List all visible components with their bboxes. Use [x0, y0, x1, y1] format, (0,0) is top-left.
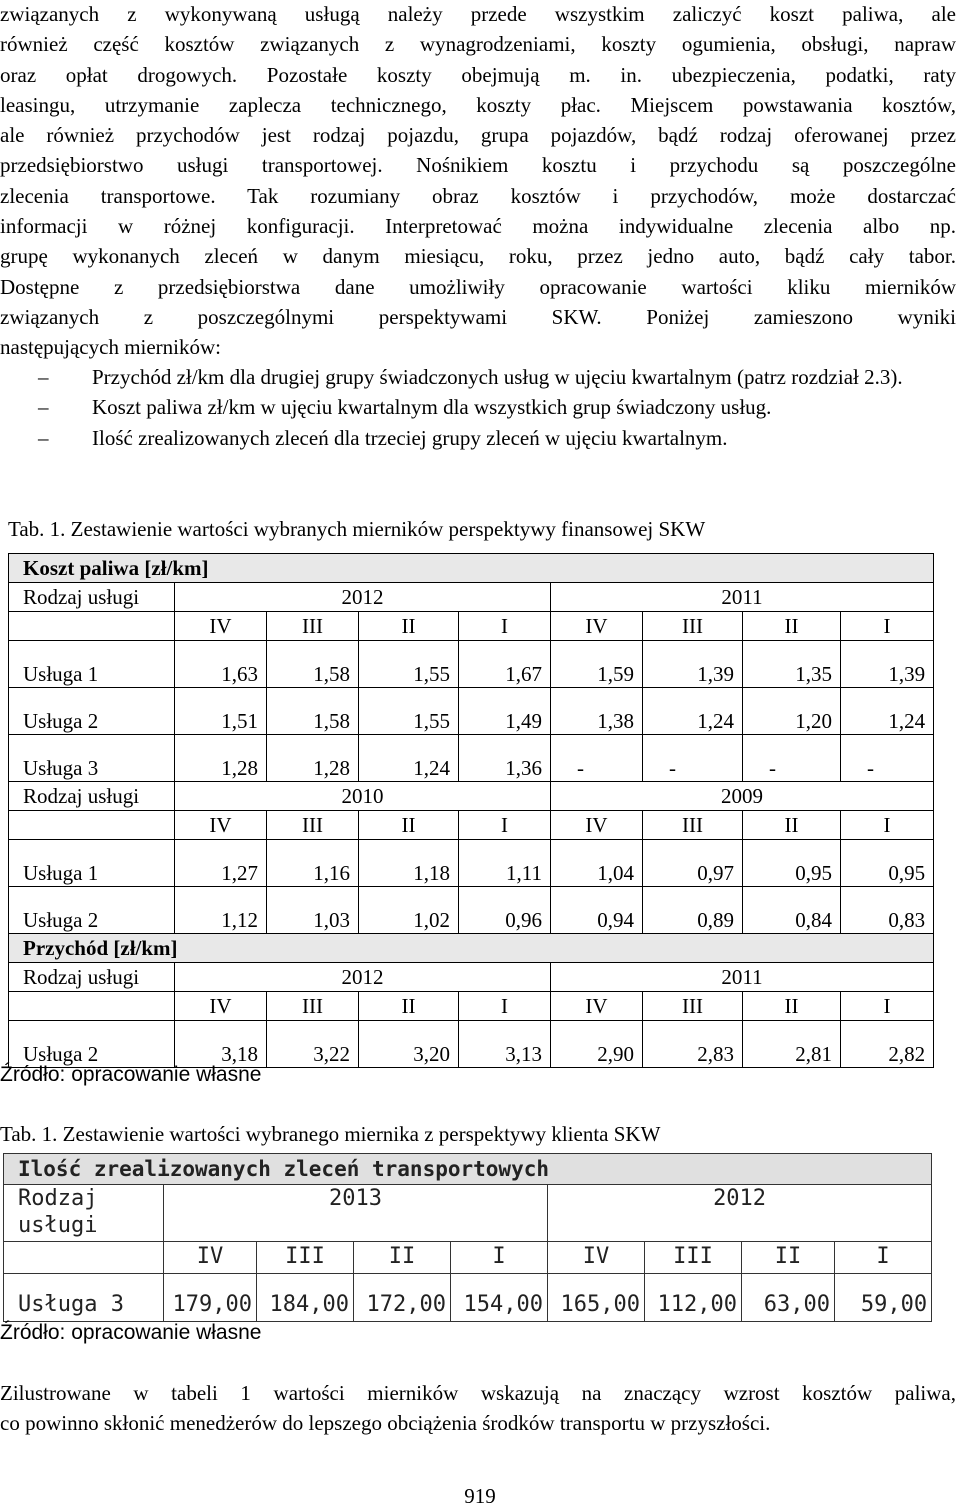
- table2-year-2012: 2012: [548, 1185, 932, 1242]
- table-cell-value: 1,28: [175, 735, 267, 782]
- service-name: Usługa 1: [9, 641, 175, 688]
- table-cell-value: 0,95: [841, 840, 934, 887]
- table-cell-value: 3,13: [459, 1021, 551, 1068]
- empty-cell: [4, 1242, 164, 1273]
- table-cell-value: 165,00: [548, 1273, 645, 1321]
- table-cell-value: 0,89: [643, 887, 743, 934]
- quarter-header: I: [835, 1242, 932, 1273]
- quarter-header: III: [257, 1242, 354, 1273]
- table-cell-value: -: [551, 735, 643, 782]
- closing-paragraph: [0, 1378, 958, 1439]
- table-cell-value: 2,82: [841, 1021, 934, 1068]
- table-cell-value: 1,03: [267, 887, 359, 934]
- quarter-header: III: [267, 811, 359, 840]
- table-cell-value: 0,97: [643, 840, 743, 887]
- intro-paragraph: [0, 0, 958, 363]
- dash-bullet: –: [38, 425, 49, 450]
- table-cell-value: 3,18: [175, 1021, 267, 1068]
- table-cell-value: 0,94: [551, 887, 643, 934]
- table-cell-value: 63,00: [742, 1273, 835, 1321]
- quarter-header: IV: [551, 612, 643, 641]
- table-cell-value: 0,83: [841, 887, 934, 934]
- table-cell-value: 1,38: [551, 688, 643, 735]
- table-cell-value: 0,96: [459, 887, 551, 934]
- intro-line: leasingu, utrzymanie zaplecza technicznego, koszty płac. Miejscem powstawania kosztów,: [0, 92, 956, 117]
- intro-line: następujących mierników:: [0, 335, 222, 360]
- table-cell-value: 1,58: [267, 641, 359, 688]
- table-cell-value: 1,11: [459, 840, 551, 887]
- list-item: [0, 392, 958, 422]
- quarter-header: IV: [164, 1242, 257, 1273]
- table-cell-value: 1,59: [551, 641, 643, 688]
- intro-line: grupę wykonanych zleceń w danym miesiącu, roku, przez jedno auto, bądź cały tabor.: [0, 244, 956, 269]
- dash-bullet: –: [38, 395, 49, 420]
- table-cell-value: 179,00: [164, 1273, 257, 1321]
- quarter-header: I: [841, 992, 934, 1021]
- quarter-header: II: [742, 1242, 835, 1273]
- table-cell-value: 1,67: [459, 641, 551, 688]
- quarter-header: II: [743, 992, 841, 1021]
- closing-line: Zilustrowane w tabeli 1 wartości mierników wskazują na znaczący wzrost kosztów paliwa,: [0, 1381, 956, 1405]
- table-cell-value: 1,55: [359, 688, 459, 735]
- table-cell-value: -: [743, 735, 841, 782]
- table-cell-value: 172,00: [354, 1273, 451, 1321]
- quarter-header: IV: [175, 992, 267, 1021]
- table-cell-value: 59,00: [835, 1273, 932, 1321]
- list-item: [0, 423, 958, 453]
- intro-line: Dostępne z przedsiębiorstwa dane umożliwiły opracowanie wartości kliku mierników: [0, 274, 956, 299]
- quarter-header: II: [359, 612, 459, 641]
- col-label-service-type: Rodzaj usługi: [9, 583, 175, 612]
- page-number: 919: [464, 1484, 496, 1508]
- quarter-header: I: [459, 811, 551, 840]
- empty-cell: [9, 992, 175, 1021]
- table1-source: Źródło: opracowanie własne: [0, 1063, 262, 1086]
- quarter-header: II: [359, 992, 459, 1021]
- intro-line: oraz opłat drogowych. Pozostałe koszty obejmują m. in. ubezpieczenia, podatki, raty: [0, 62, 956, 87]
- table-cell-value: 1,49: [459, 688, 551, 735]
- quarter-header: II: [743, 811, 841, 840]
- table-cell-value: 1,02: [359, 887, 459, 934]
- year-header: 2012: [175, 963, 551, 992]
- table-cell-value: 1,39: [841, 641, 934, 688]
- table-cell-value: 1,28: [267, 735, 359, 782]
- col-label-service-type: Rodzaj usługi: [9, 782, 175, 811]
- year-header: 2011: [551, 963, 934, 992]
- intro-line: zlecenia transportowe. Tak rozumiany obraz kosztów i przychodów, może dostarczać: [0, 183, 956, 208]
- quarter-header: I: [841, 811, 934, 840]
- table2-col-label: [4, 1185, 164, 1242]
- table-cell-value: 1,20: [743, 688, 841, 735]
- table-cell-value: 1,36: [459, 735, 551, 782]
- service-name: Usługa 1: [9, 840, 175, 887]
- table-section-header: Koszt paliwa [zł/km]: [9, 554, 934, 583]
- table-cell-value: 1,16: [267, 840, 359, 887]
- col-label-line: Rodzaj: [18, 1186, 98, 1212]
- intro-line: przedsiębiorstwo usługi transportowej. Nośnikiem kosztu i przychodu są poszczególne: [0, 153, 956, 178]
- quarter-header: I: [459, 612, 551, 641]
- table-cell-value: 1,18: [359, 840, 459, 887]
- table1-caption: Tab. 1. Zestawienie wartości wybranych mierników perspektywy finansowej SKW: [8, 517, 706, 541]
- table-cell-value: 184,00: [257, 1273, 354, 1321]
- table-cell-value: 0,84: [743, 887, 841, 934]
- table-section-header: Przychód [zł/km]: [9, 934, 934, 963]
- table-cell-value: 3,22: [267, 1021, 359, 1068]
- intro-line: związanych z wykonywaną usługą należy przede wszystkim zaliczyć koszt paliwa, ale: [0, 2, 956, 26]
- list-item-text: Ilość zrealizowanych zleceń dla trzeciej grupy zleceń w ujęciu kwartalnym.: [92, 425, 728, 450]
- table-cell-value: 1,24: [841, 688, 934, 735]
- table-cell-value: 1,58: [267, 688, 359, 735]
- table-cell-value: 2,83: [643, 1021, 743, 1068]
- intro-line: związanych z poszczególnymi perspektywami SKW. Poniżej zamieszono wyniki: [0, 304, 956, 329]
- col-label-line: usługi: [18, 1213, 98, 1239]
- table-cell-value: 1,51: [175, 688, 267, 735]
- table-cell-value: 1,63: [175, 641, 267, 688]
- customer-metric-table: [3, 1153, 932, 1322]
- quarter-header: I: [459, 992, 551, 1021]
- year-header: 2012: [175, 583, 551, 612]
- year-header: 2011: [551, 583, 934, 612]
- service-name: Usługa 2: [9, 1021, 175, 1068]
- col-label-service-type: Rodzaj usługi: [9, 963, 175, 992]
- closing-line: co powinno skłonić menedżerów do lepszego obciążenia środków transportu w przyszłości.: [0, 1411, 771, 1436]
- intro-line: informacji w różnej konfiguracji. Interpretować można indywidualne zlecenia albo np.: [0, 214, 956, 239]
- quarter-header: IV: [551, 811, 643, 840]
- table2-source: Źródło: opracowanie własne: [0, 1321, 262, 1344]
- table-cell-value: 2,90: [551, 1021, 643, 1068]
- table-cell-value: 0,95: [743, 840, 841, 887]
- empty-cell: [9, 811, 175, 840]
- table-cell-value: 1,04: [551, 840, 643, 887]
- quarter-header: III: [643, 992, 743, 1021]
- customer-metric-table-image: [3, 1153, 931, 1318]
- table-cell-value: -: [841, 735, 934, 782]
- quarter-header: II: [743, 612, 841, 641]
- financial-metrics-table: [8, 553, 934, 1068]
- empty-cell: [9, 612, 175, 641]
- table-cell-value: 1,12: [175, 887, 267, 934]
- table-cell-value: 112,00: [645, 1273, 742, 1321]
- quarter-header: III: [267, 992, 359, 1021]
- table2-header: Ilość zrealizowanych zleceń transportowych: [4, 1154, 932, 1185]
- list-item-text: Koszt paliwa zł/km w ujęciu kwartalnym dla wszystkich grup świadczony usług.: [92, 395, 772, 420]
- service-name: Usługa 2: [9, 688, 175, 735]
- table-cell-value: 154,00: [451, 1273, 548, 1321]
- quarter-header: I: [451, 1242, 548, 1273]
- year-header: 2009: [551, 782, 934, 811]
- service-name: Usługa 3: [9, 735, 175, 782]
- table-cell-value: 1,55: [359, 641, 459, 688]
- table-cell-value: 2,81: [743, 1021, 841, 1068]
- quarter-header: III: [645, 1242, 742, 1273]
- service-name: Usługa 2: [9, 887, 175, 934]
- service-name: Usługa 3: [4, 1273, 164, 1321]
- dash-bullet: –: [38, 365, 49, 389]
- quarter-header: I: [841, 612, 934, 641]
- quarter-header: IV: [551, 992, 643, 1021]
- quarter-header: III: [643, 811, 743, 840]
- quarter-header: III: [643, 612, 743, 641]
- table-cell-value: 1,24: [643, 688, 743, 735]
- intro-line: również część kosztów związanych z wynagrodzeniami, koszty ogumienia, obsługi, napraw: [0, 32, 956, 57]
- table-cell-value: 1,27: [175, 840, 267, 887]
- intro-line: ale również przychodów jest rodzaj pojazdu, grupa pojazdów, bądź rodzaj oferowanej przez: [0, 123, 956, 148]
- quarter-header: II: [354, 1242, 451, 1273]
- list-item: [0, 362, 958, 392]
- quarter-header: IV: [548, 1242, 645, 1273]
- table-cell-value: 1,39: [643, 641, 743, 688]
- quarter-header: III: [267, 612, 359, 641]
- table-cell-value: 3,20: [359, 1021, 459, 1068]
- table-cell-value: 1,35: [743, 641, 841, 688]
- table-cell-value: -: [643, 735, 743, 782]
- year-header: 2010: [175, 782, 551, 811]
- quarter-header: II: [359, 811, 459, 840]
- table2-year-2013: 2013: [164, 1185, 548, 1242]
- quarter-header: IV: [175, 612, 267, 641]
- table2-caption: Tab. 1. Zestawienie wartości wybranego miernika z perspektywy klienta SKW: [0, 1122, 661, 1146]
- quarter-header: IV: [175, 811, 267, 840]
- table-cell-value: 1,24: [359, 735, 459, 782]
- metrics-list: [0, 362, 958, 453]
- list-item-text: Przychód zł/km dla drugiej grupy świadczonych usług w ujęciu kwartalnym (patrz rozdział 2.3).: [92, 365, 903, 389]
